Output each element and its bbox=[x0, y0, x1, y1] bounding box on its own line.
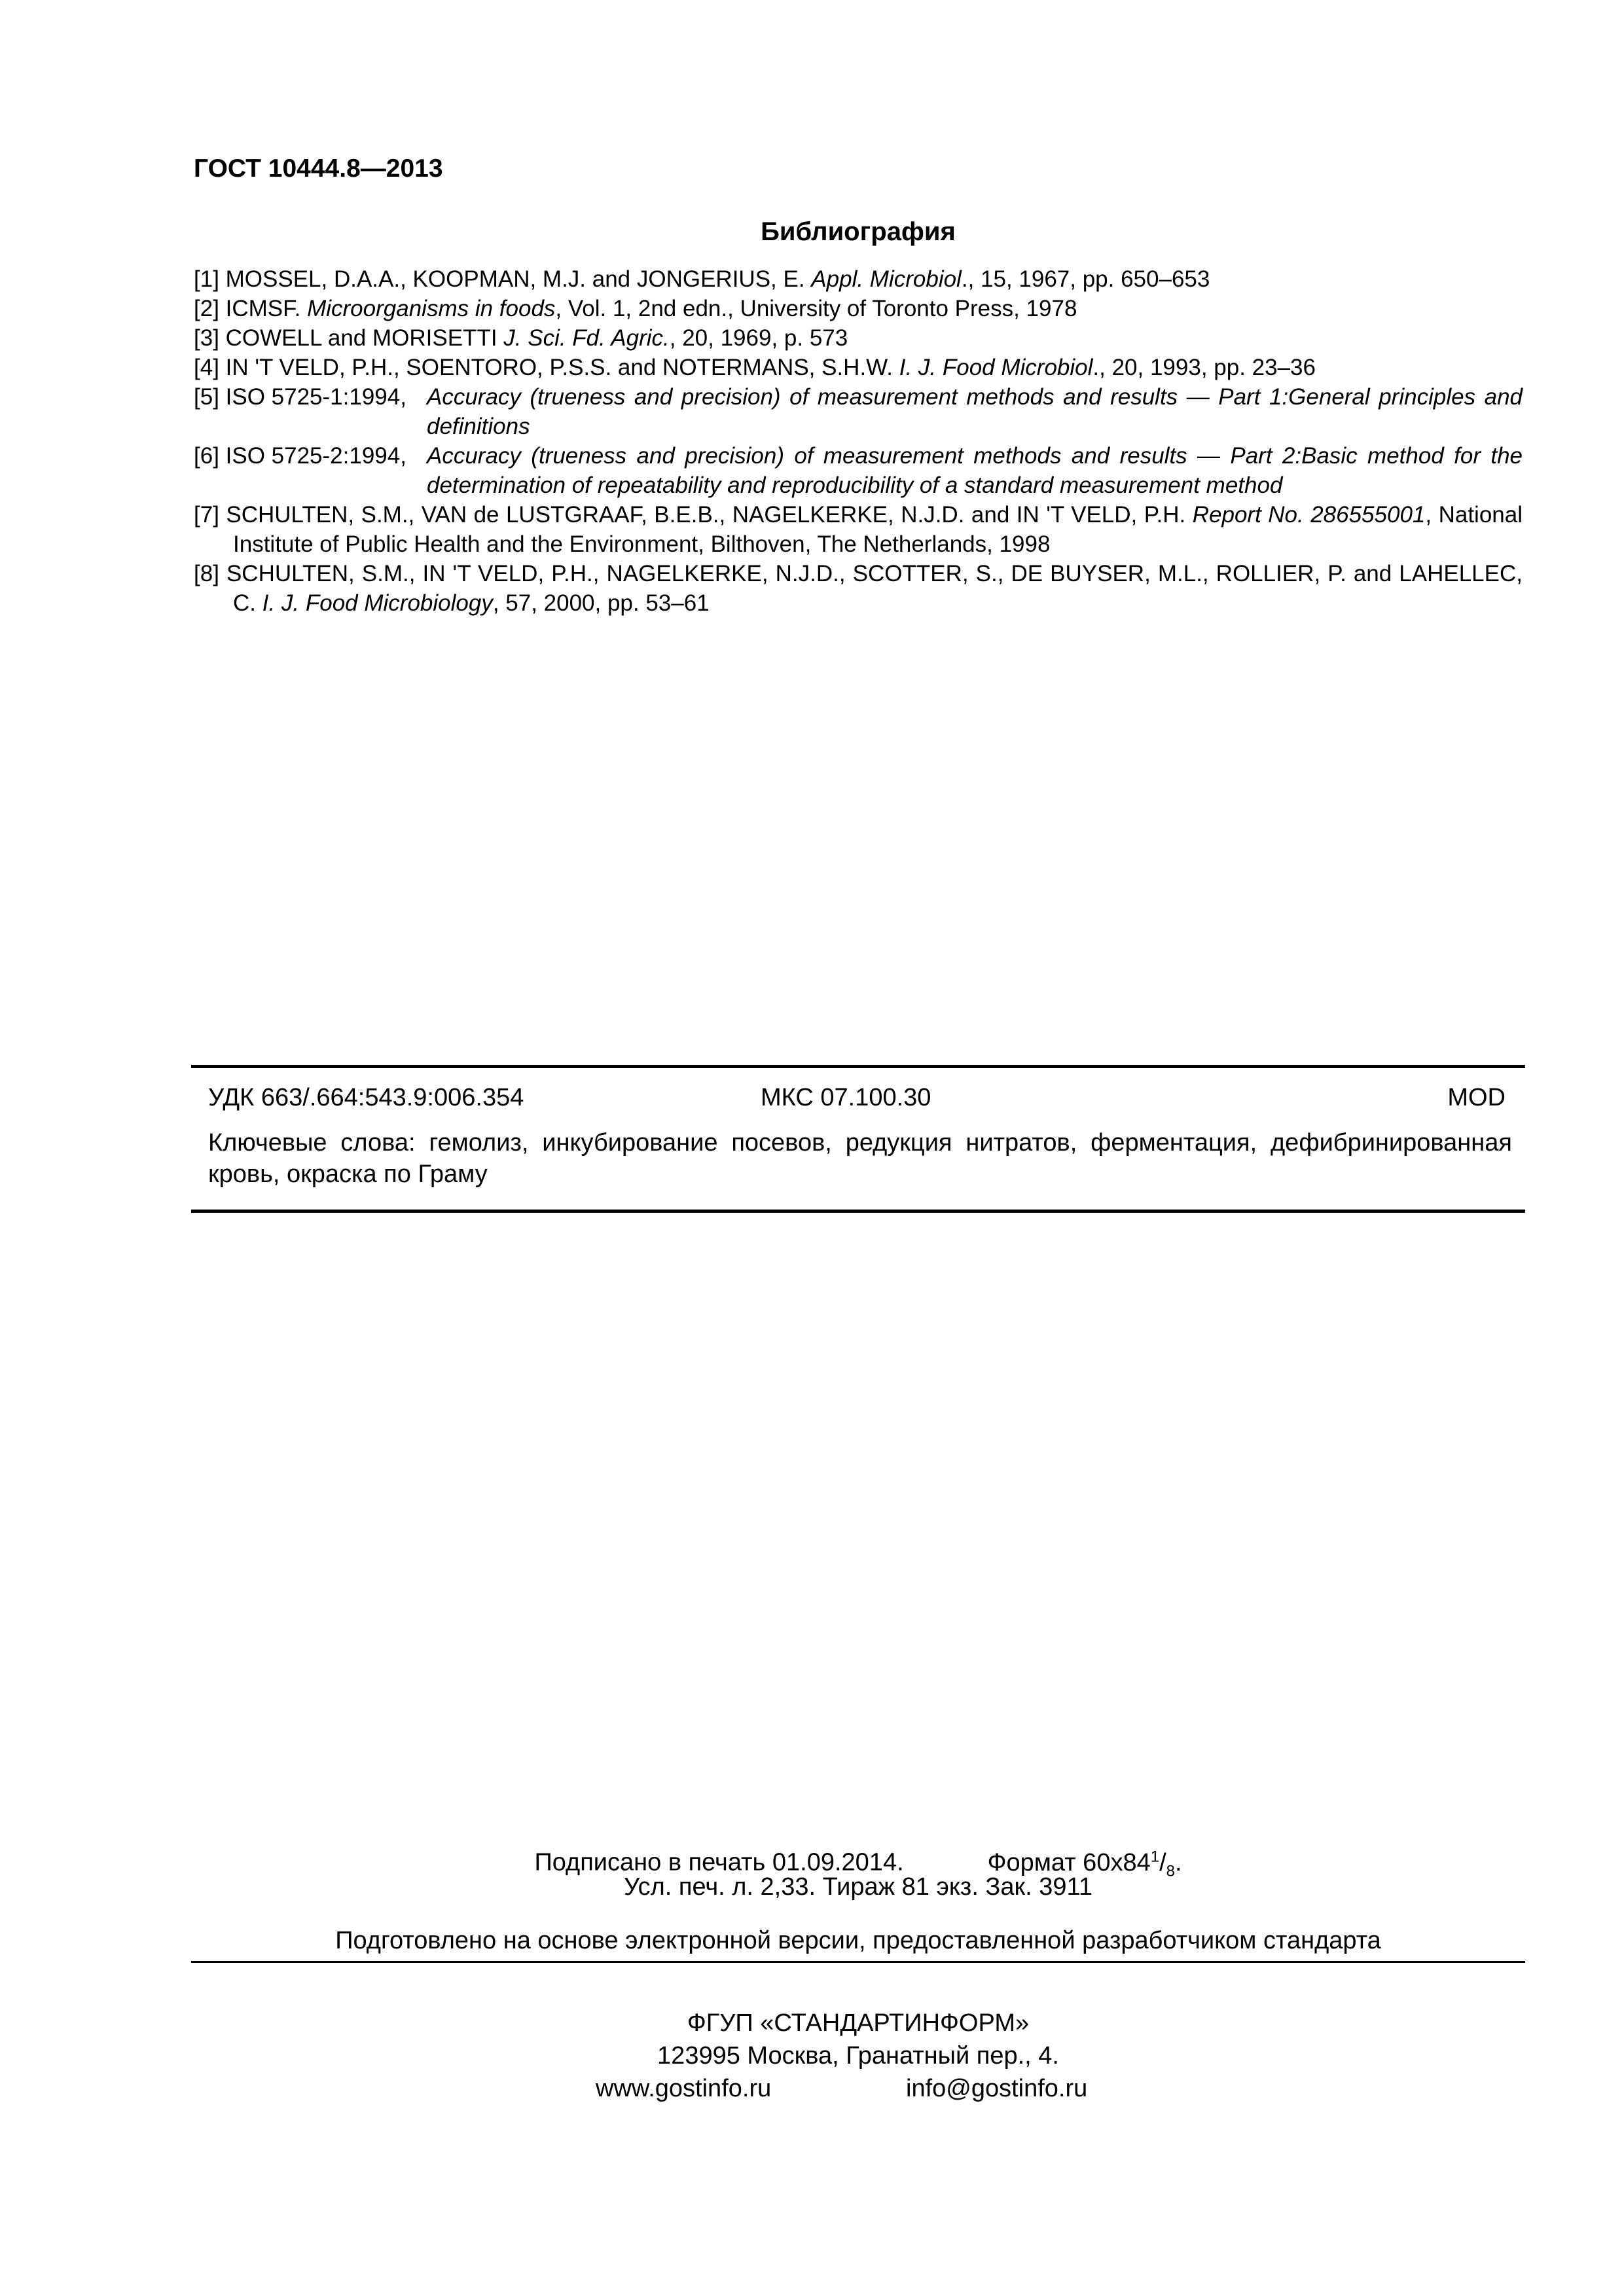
mks-code: МКС 07.100.30 bbox=[761, 1084, 931, 1111]
bibliography-title: Библиография bbox=[761, 217, 956, 246]
udk-code: УДК 663/.664:543.9:006.354 bbox=[208, 1084, 524, 1111]
publisher-email: info@gostinfo.ru bbox=[906, 2075, 1088, 2102]
reference-4: [4] IN 'T VELD, P.H., SOENTORO, P.S.S. and NOTERMANS, S.H.W. I. J. Food Microbiol., 20, 1993, pp. 23–36 bbox=[194, 355, 1316, 380]
reference-1: [1] MOSSEL, D.A.A., KOOPMAN, M.J. and JONGERIUS, E. Appl. Microbiol., 15, 1967, pp. 650–653 bbox=[194, 266, 1210, 292]
reference-7: [7] SCHULTEN, S.M., VAN de LUSTGRAAF, B.E.B., NAGELKERKE, N.J.D. and IN 'T VELD, P.H. Report No. 286555001, National Institute of Public Health and the Environment, Bilthoven, The Netherlands, 1998 bbox=[194, 502, 1523, 557]
bottom-divider bbox=[191, 1210, 1525, 1213]
publisher-website: www.gostinfo.ru bbox=[596, 2075, 772, 2102]
reference-6: [6] ISO 5725-2:1994, Accuracy (trueness and precision) of measurement methods and results — Part 2:Basic method for the determination of repeatability and reproducibility of a standard measurement method bbox=[194, 443, 1523, 498]
print-info: Усл. печ. л. 2,33. Тираж 81 экз. Зак. 3911 bbox=[624, 1873, 1092, 1901]
document-code: ГОСТ 10444.8—2013 bbox=[194, 154, 443, 183]
bibliography-list bbox=[194, 264, 1523, 618]
format-info: Формат $60x84^1/_8$. bbox=[987, 1848, 1182, 1880]
keywords: Ключевые слова: гемолиз, инкубирование посевов, редукция нитратов, ферментация, дефибринированная кровь, окраска по Граму bbox=[208, 1129, 1512, 1188]
reference-5: [5] ISO 5725-1:1994, Accuracy (trueness and precision) of measurement methods and results — Part 1:General principles and definitions bbox=[194, 384, 1523, 439]
top-divider bbox=[191, 1065, 1525, 1068]
prepared-note: Подготовлено на основе электронной версии, предоставленной разработчиком стандарта bbox=[335, 1927, 1381, 1954]
publisher-address: 123995 Москва, Гранатный пер., 4. bbox=[657, 2042, 1059, 2070]
reference-2: [2] ICMSF. Microorganisms in foods, Vol. 1, 2nd edn., University of Toronto Press, 1978 bbox=[194, 296, 1077, 321]
reference-8: [8] SCHULTEN, S.M., IN 'T VELD, P.H., NAGELKERKE, N.J.D., SCOTTER, S., DE BUYSER, M.L., ROLLIER, P. and LAHELLEC, C. I. J. Food Microbiology, 57, 2000, pp. 53–61 bbox=[194, 561, 1523, 616]
signed-line: Подписано в печать 01.09.2014. Формат $60x84^1/_8$. bbox=[534, 1848, 1182, 1880]
publisher-name: ФГУП «СТАНДАРТИНФОРМ» bbox=[687, 2009, 1030, 2037]
reference-3: [3] COWELL and MORISETTI J. Sci. Fd. Agric., 20, 1969, p. 573 bbox=[194, 325, 848, 351]
imprint-divider bbox=[191, 1961, 1525, 1963]
mod-label: MOD bbox=[1447, 1084, 1506, 1111]
